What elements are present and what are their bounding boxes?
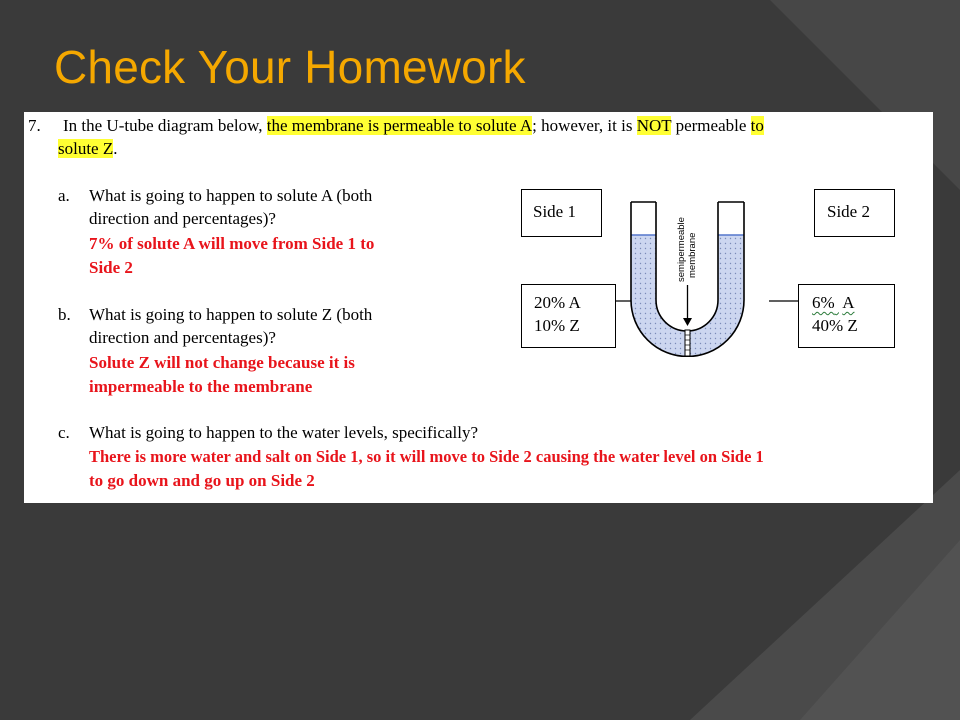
intro-text-1: In the U-tube diagram below, xyxy=(63,116,263,135)
intro-text-3: permeable xyxy=(675,116,747,135)
intro-highlight-4: solute Z xyxy=(58,139,114,158)
part-c-label: c. xyxy=(58,423,70,442)
membrane-arrow-head xyxy=(683,318,692,326)
side1-label: Side 1 xyxy=(533,202,576,221)
part-b-answer-line1: Solute Z will not change because it is xyxy=(89,353,355,372)
side1-solute-a: 20% A xyxy=(534,293,581,312)
part-a-question-line1: What is going to happen to solute A (both xyxy=(89,186,373,205)
part-b-question-line2: direction and percentages)? xyxy=(89,328,276,347)
intro-highlight-2: NOT xyxy=(636,116,672,135)
side1-solute-z: 10% Z xyxy=(534,316,580,335)
part-b-label: b. xyxy=(58,305,71,324)
part-a-question-line2: direction and percentages)? xyxy=(89,209,276,228)
side2-a-percent: 6% xyxy=(812,293,835,312)
part-c-answer-line2: to go down and go up on Side 2 xyxy=(89,471,315,490)
part-b-question-line1: What is going to happen to solute Z (both xyxy=(89,305,373,324)
part-a-answer-line1: 7% of solute A will move from Side 1 to xyxy=(89,234,375,253)
intro-highlight-3: to xyxy=(750,116,764,135)
part-a-label: a. xyxy=(58,186,70,205)
membrane-label-1: semipermeable xyxy=(676,217,687,282)
part-c-answer-line1: There is more water and salt on Side 1, so it will move to Side 2 causing the water level on Side 1 xyxy=(89,447,764,466)
question-intro-line2 xyxy=(58,137,118,160)
u-tube-diagram xyxy=(604,192,804,357)
part-c-question-line1: What is going to happen to the water levels, specifically? xyxy=(89,423,478,442)
side2-a-letter: A xyxy=(842,293,855,312)
membrane-label-2: membrane xyxy=(687,232,698,278)
side2-a-spacer xyxy=(835,293,839,312)
question-intro-line1 xyxy=(63,114,764,137)
side2-label: Side 2 xyxy=(827,202,870,221)
part-b-answer-line2: impermeable to the membrane xyxy=(89,377,313,396)
homework-card xyxy=(24,112,933,503)
part-a-answer-line2: Side 2 xyxy=(89,258,133,277)
intro-highlight-1: the membrane is permeable to solute A xyxy=(266,116,533,135)
intro-text-end: . xyxy=(113,139,118,158)
side1-label-box xyxy=(521,189,602,237)
slide-title: Check Your Homework xyxy=(54,41,526,93)
side2-solute-a xyxy=(812,291,894,314)
intro-text-2: ; however, it is xyxy=(532,116,633,135)
question-number: 7. xyxy=(28,116,41,135)
side2-concentration-box xyxy=(798,284,895,348)
side1-concentration-box xyxy=(521,284,616,348)
membrane xyxy=(685,330,690,356)
side2-label-box xyxy=(814,189,895,237)
side2-solute-z: 40% Z xyxy=(812,316,858,335)
